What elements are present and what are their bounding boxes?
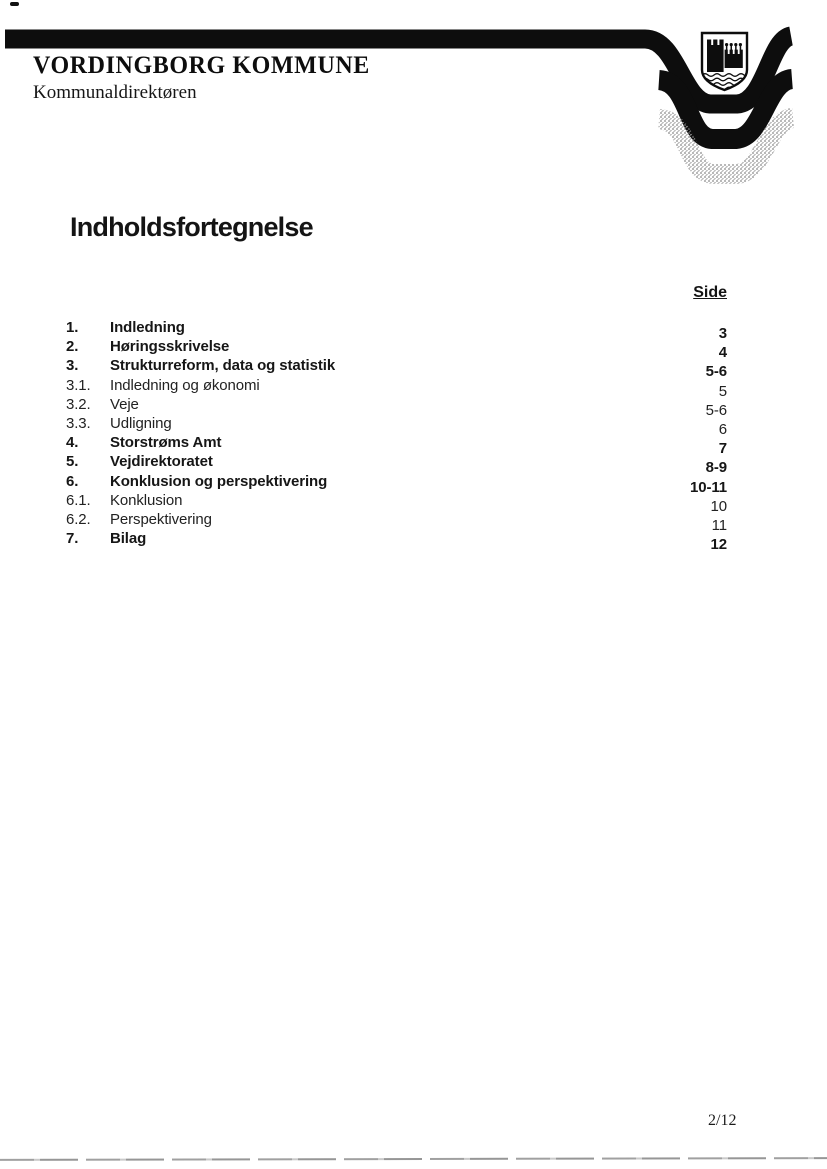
coat-of-arms-shield-icon — [702, 33, 750, 90]
toc-entry-label: Høringsskrivelse — [110, 338, 230, 356]
letterhead — [33, 52, 370, 104]
toc-list — [62, 318, 727, 554]
toc-entry-number: 5. — [66, 453, 79, 471]
castle-icon — [707, 40, 724, 73]
toc-entry-label: Veje — [110, 395, 139, 413]
toc-row — [62, 395, 727, 419]
department-name: Kommunaldirektøren — [33, 82, 197, 103]
toc-entry-number: 7. — [66, 530, 79, 548]
toc-row — [62, 452, 727, 477]
toc-row — [62, 376, 727, 400]
toc-entry-page: 10-11 — [689, 478, 727, 496]
toc-entry-number: 1. — [66, 319, 79, 336]
toc-entry-number: 2. — [66, 338, 79, 356]
toc-row — [62, 529, 727, 554]
scan-artifact-line — [0, 1157, 827, 1161]
toc-entry-label: Bilag — [110, 530, 147, 548]
toc-entry-page: 5-6 — [705, 401, 727, 419]
toc-entry-label: Indledning — [110, 319, 185, 336]
toc-entry-label: Indledning og økonomi — [110, 376, 260, 394]
toc-entry-page: 11 — [711, 516, 727, 534]
toc-row — [62, 414, 727, 438]
toc-row — [62, 510, 727, 534]
toc-entry-number: 6. — [66, 472, 79, 490]
toc-entry-page: 7 — [718, 440, 727, 458]
toc-row — [62, 356, 727, 381]
toc-row — [62, 472, 727, 496]
toc-entry-number: 6.1. — [66, 491, 91, 509]
toc-entry-page: 8-9 — [705, 459, 727, 477]
page-number: 2/12 — [708, 1112, 737, 1129]
toc-entry-page: 5 — [718, 382, 727, 400]
page-column-header: Side — [693, 284, 727, 301]
toc-entry-number: 3. — [66, 357, 79, 375]
toc-entry-page: 3 — [718, 325, 727, 342]
toc-entry-page: 6 — [718, 420, 727, 438]
toc-entry-number: 3.1. — [66, 376, 91, 394]
toc-entry-page: 4 — [718, 344, 727, 362]
toc-row — [62, 491, 727, 515]
toc-entry-label: Perspektivering — [110, 510, 212, 528]
table-of-contents — [62, 284, 727, 554]
toc-entry-label: Vejdirektoratet — [110, 453, 213, 471]
toc-entry-label: Konklusion og perspektivering — [110, 472, 328, 490]
toc-entry-page: 12 — [710, 536, 727, 554]
toc-entry-label: Strukturreform, data og statistik — [110, 357, 336, 375]
toc-entry-number: 3.3. — [66, 414, 91, 432]
toc-row — [62, 433, 727, 458]
toc-entry-number: 3.2. — [66, 395, 91, 413]
toc-row — [62, 337, 727, 362]
toc-row — [62, 318, 727, 342]
toc-entry-page: 10 — [710, 497, 727, 515]
page-title: Indholdsfortegnelse — [70, 212, 313, 242]
toc-entry-label: Storstrøms Amt — [110, 434, 222, 452]
toc-entry-number: 6.2. — [66, 510, 91, 528]
toc-entry-label: Konklusion — [110, 491, 183, 509]
toc-entry-page: 5-6 — [705, 363, 727, 381]
toc-entry-label: Udligning — [110, 414, 172, 432]
toc-entry-number: 4. — [66, 434, 79, 452]
organization-name: VORDINGBORG KOMMUNE — [33, 52, 370, 80]
